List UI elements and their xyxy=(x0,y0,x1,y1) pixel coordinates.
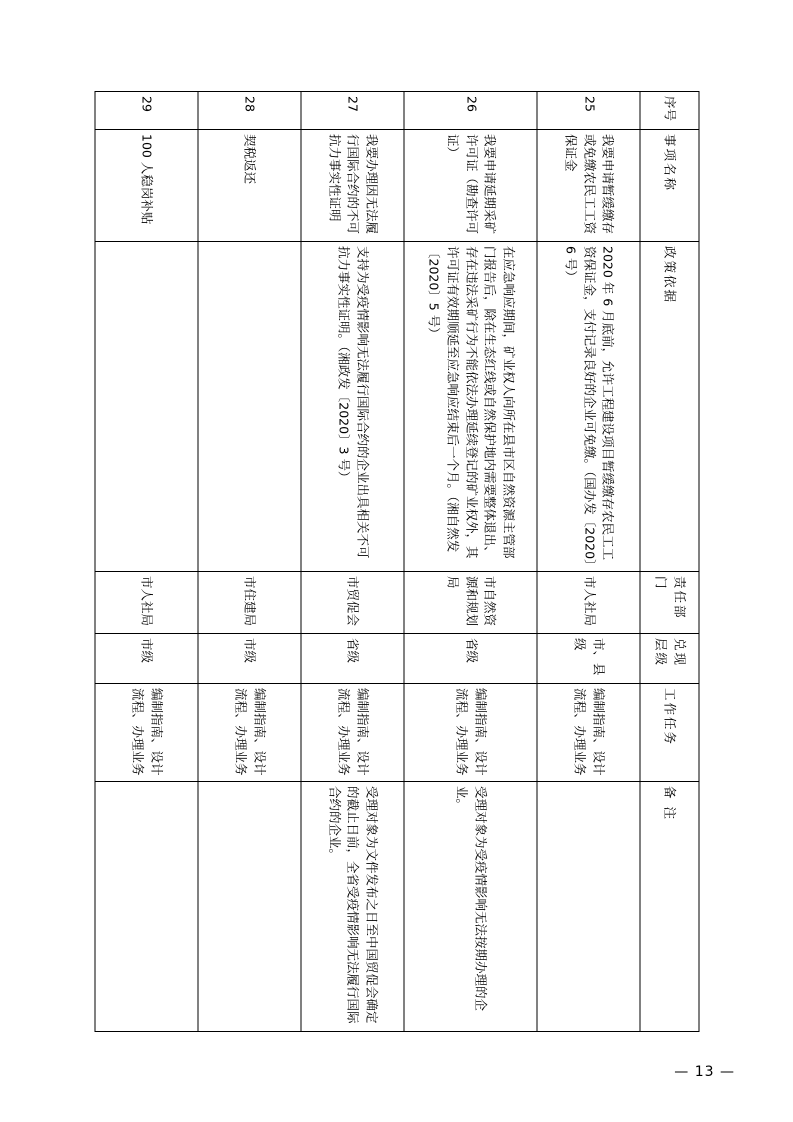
cell-task: 编制指南、设计流程、办理业务 xyxy=(404,684,537,782)
header-item-name: 事项名称 xyxy=(640,130,699,242)
cell-seq: 26 xyxy=(404,92,537,130)
page-number: — 13 — xyxy=(674,1064,735,1080)
policy-table-container xyxy=(94,91,699,1031)
policy-table xyxy=(94,91,699,1032)
cell-responsible-dept: 市住建局 xyxy=(198,572,301,634)
cell-level: 省级 xyxy=(301,634,404,684)
cell-responsible-dept: 市人社局 xyxy=(95,572,198,634)
table-row xyxy=(404,92,537,1032)
cell-item-name: 契税返还 xyxy=(198,130,301,242)
cell-task: 编制指南、设计流程、办理业务 xyxy=(537,684,640,782)
table-row xyxy=(95,92,198,1032)
cell-policy-basis: 2020 年 6 月底前，允许工程建设项目暂缓缴存农民工工资保证金，支付记录良好的企业可免缴。（国办发〔2020〕6 号） xyxy=(537,242,640,572)
header-task: 工作任务 xyxy=(640,684,699,782)
cell-level: 市级 xyxy=(95,634,198,684)
cell-note xyxy=(95,782,198,1032)
cell-item-name: 我要申请延期采矿许可证（勘查许可证） xyxy=(404,130,537,242)
cell-policy-basis: 在应急响应期间，矿业权人向所在县市区自然资源主管部门报告后，除在生态红线或自然保护地内需要整体退出、存在违法采矿行为不能依法办理延续登记的矿业权外，其许可证有效期顺延至应急响应结束后一个月。（湘自然发〔2020〕5 号） xyxy=(404,242,537,572)
header-note: 备 注 xyxy=(640,782,699,1032)
cell-responsible-dept: 市贸促会 xyxy=(301,572,404,634)
cell-level: 市、县级 xyxy=(537,634,640,684)
cell-task: 编制指南、设计流程、办理业务 xyxy=(301,684,404,782)
header-level: 兑现层级 xyxy=(640,634,699,684)
cell-note: 受理对象为文件发布之日至中国贸促会确定的截止日前，全省受疫情影响无法履行国际合约的企业。 xyxy=(301,782,404,1032)
cell-task: 编制指南、设计流程、办理业务 xyxy=(95,684,198,782)
cell-note xyxy=(537,782,640,1032)
cell-task: 编制指南、设计流程、办理业务 xyxy=(198,684,301,782)
cell-level: 市级 xyxy=(198,634,301,684)
header-policy-basis: 政策依据 xyxy=(640,242,699,572)
cell-responsible-dept: 市自然资源和规划局 xyxy=(404,572,537,634)
cell-responsible-dept: 市人社局 xyxy=(537,572,640,634)
table-row xyxy=(537,92,640,1032)
cell-note xyxy=(198,782,301,1032)
cell-level: 省级 xyxy=(404,634,537,684)
cell-item-name: 我要办理因无法履行国际合约的不可抗力事实性证明 xyxy=(301,130,404,242)
cell-note: 受理对象为受疫情影响无法按期办理的企业。 xyxy=(404,782,537,1032)
table-row xyxy=(301,92,404,1032)
header-responsible-dept: 责任部门 xyxy=(640,572,699,634)
cell-item-name: 100 人稳岗补贴 xyxy=(95,130,198,242)
cell-seq: 25 xyxy=(537,92,640,130)
cell-seq: 29 xyxy=(95,92,198,130)
header-seq: 序号 xyxy=(640,92,699,130)
cell-policy-basis xyxy=(95,242,198,572)
cell-policy-basis: 支持为受疫情影响无法履行国际合约的企业出具相关不可抗力事实性证明。（湘政发〔2020〕3 号） xyxy=(301,242,404,572)
cell-item-name: 我要申请暂缓缴存或免缴农民工工资保证金 xyxy=(537,130,640,242)
cell-seq: 27 xyxy=(301,92,404,130)
cell-policy-basis xyxy=(198,242,301,572)
cell-seq: 28 xyxy=(198,92,301,130)
table-header-row xyxy=(640,92,699,1032)
table-row xyxy=(198,92,301,1032)
